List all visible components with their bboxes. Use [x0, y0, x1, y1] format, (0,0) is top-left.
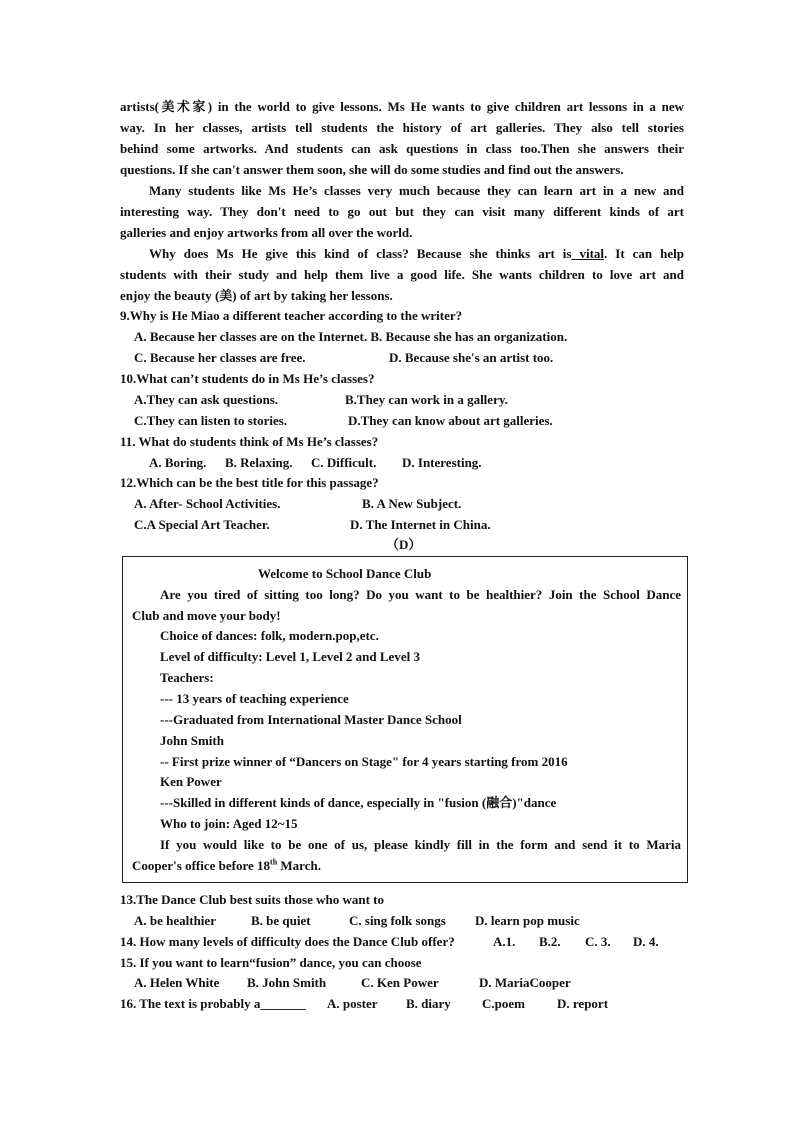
passage-line: artists(美术家) in the world to give lessons. Ms He wants to give children art lessons in a new [120, 99, 684, 114]
question-14-stem: 14. How many levels of difficulty does the Dance Club offer? [120, 934, 455, 949]
notice-line: Are you tired of sitting too long? Do you want to be healthier? Join the School Dance [160, 587, 681, 602]
question-12-option-c: C.A Special Art Teacher. [134, 517, 270, 532]
notice-line: Ken Power [160, 774, 222, 789]
question-10-option-b: B.They can work in a gallery. [345, 392, 508, 407]
question-13-option-c: C. sing folk songs [349, 913, 446, 928]
notice-line: -- First prize winner of “Dancers on Stage" for 4 years starting from 2016 [160, 754, 568, 769]
passage-line: questions. If she can't answer them soon, she will do some studies and find out the answers. [120, 162, 624, 177]
question-15-option-d: D. MariaCooper [479, 975, 571, 990]
question-9-options-ab: A. Because her classes are on the Internet. B. Because she has an organization. [134, 329, 568, 344]
question-16-option-b: B. diary [406, 996, 451, 1011]
question-10-option-c: C.They can listen to stories. [134, 413, 288, 428]
passage-line: enjoy the beauty (美) of art by taking her lessons. [120, 288, 393, 303]
dance-club-notice [122, 556, 688, 883]
question-13-stem: 13.The Dance Club best suits those who want to [120, 892, 384, 907]
passage-line: Many students like Ms He’s classes very much because they can learn art in a new and [149, 183, 684, 198]
notice-text: Cooper's office before 18 [132, 858, 271, 873]
passage-text: Why does Ms He give this kind of class? Because she thinks art is [149, 246, 572, 261]
question-9-option-c: C. Because her classes are free. [134, 350, 306, 365]
question-16-stem: 16. The text is probably a_______ [120, 996, 306, 1011]
question-11-option-d: D. Interesting. [402, 455, 482, 470]
notice-line: If you would like to be one of us, please kindly fill in the form and send it to Maria [160, 837, 681, 852]
question-13-option-d: D. learn pop music [475, 913, 580, 928]
notice-line [132, 858, 321, 874]
question-13-option-a: A. be healthier [134, 913, 216, 928]
question-16-option-d: D. report [557, 996, 609, 1011]
notice-text: March. [277, 858, 321, 873]
passage-line [149, 246, 684, 262]
question-10-option-a: A.They can ask questions. [134, 392, 279, 407]
notice-line: John Smith [160, 733, 224, 748]
notice-line: Club and move your body! [132, 608, 281, 623]
question-14-option-a: A.1. [493, 934, 516, 949]
underlined-word-vital: vital [571, 246, 605, 261]
notice-title: Welcome to School Dance Club [258, 566, 432, 581]
question-12-option-b: B. A New Subject. [362, 496, 462, 511]
question-14-option-d: D. 4. [633, 934, 659, 949]
notice-line: Teachers: [160, 670, 214, 685]
passage-line: students with their study and help them live a good life. She wants children to love art and [120, 267, 684, 282]
question-9-option-d: D. Because she's an artist too. [389, 350, 554, 365]
question-12-stem: 12.Which can be the best title for this passage? [120, 475, 379, 490]
question-15-option-a: A. Helen White [134, 975, 220, 990]
question-15-stem: 15. If you want to learn“fusion” dance, you can choose [120, 955, 422, 970]
notice-line: Who to join: Aged 12~15 [160, 816, 298, 831]
question-12-option-a: A. After- School Activities. [134, 496, 281, 511]
notice-line: ---Skilled in different kinds of dance, especially in "fusion (融合)"dance [160, 795, 557, 810]
notice-line: ---Graduated from International Master Dance School [160, 712, 462, 727]
question-16-option-a: A. poster [327, 996, 378, 1011]
notice-line: --- 13 years of teaching experience [160, 691, 349, 706]
passage-line: interesting way. They don't need to go out but they can visit many different kinds of art [120, 204, 684, 219]
section-d-label: （D） [386, 537, 422, 552]
question-10-stem: 10.What can’t students do in Ms He’s classes? [120, 371, 375, 386]
question-9-stem: 9.Why is He Miao a different teacher according to the writer? [120, 308, 463, 323]
passage-line: behind some artworks. And students can ask questions in class too.Then she answers their [120, 141, 684, 156]
passage-line: galleries and enjoy artworks from all over the world. [120, 225, 413, 240]
question-14-option-b: B.2. [539, 934, 561, 949]
question-11-option-b: B. Relaxing. [225, 455, 293, 470]
question-16-option-c: C.poem [482, 996, 525, 1011]
passage-line: way. In her classes, artists tell students the history of art galleries. They also tell stories [120, 120, 684, 135]
question-11-stem: 11. What do students think of Ms He’s classes? [120, 434, 379, 449]
question-13-option-b: B. be quiet [251, 913, 311, 928]
question-15-option-c: C. Ken Power [361, 975, 439, 990]
question-12-option-d: D. The Internet in China. [350, 517, 491, 532]
question-10-option-d: D.They can know about art galleries. [348, 413, 553, 428]
notice-line: Choice of dances: folk, modern.pop,etc. [160, 628, 379, 643]
notice-line: Level of difficulty: Level 1, Level 2 and Level 3 [160, 649, 420, 664]
question-14-option-c: C. 3. [585, 934, 611, 949]
notice-superscript: th [270, 857, 278, 867]
passage-text: . It can help [604, 246, 684, 261]
question-15-option-b: B. John Smith [247, 975, 327, 990]
question-11-option-a: A. Boring. [149, 455, 207, 470]
question-11-option-c: C. Difficult. [311, 455, 377, 470]
